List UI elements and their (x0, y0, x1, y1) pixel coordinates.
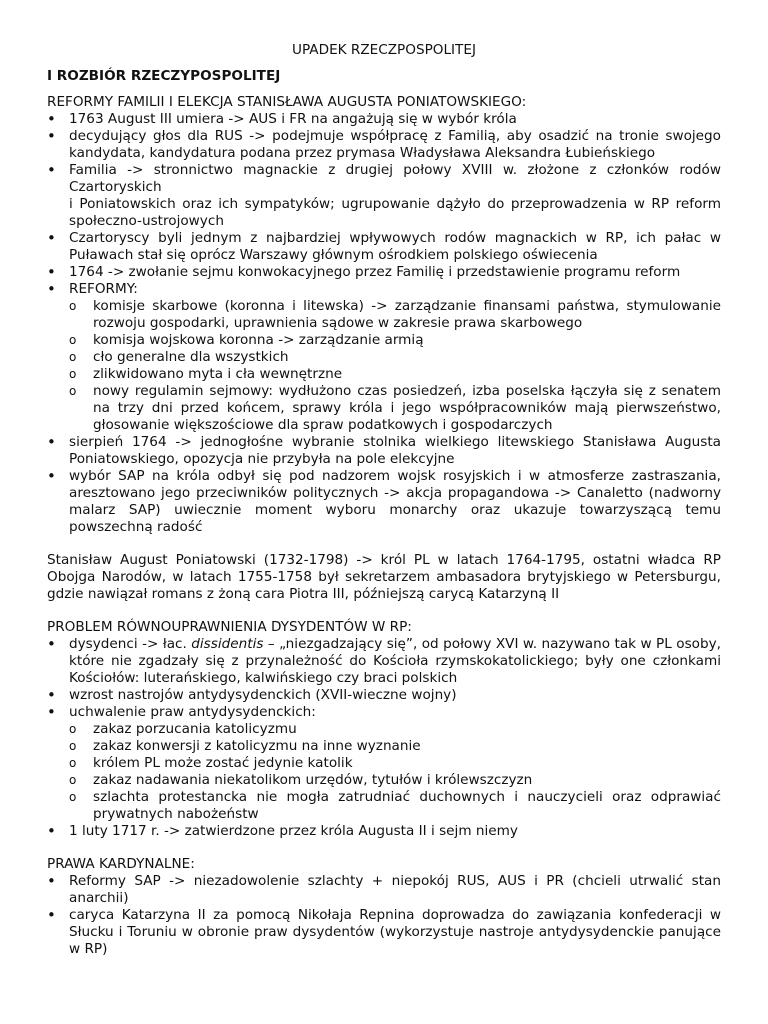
document-title: UPADEK RZECZPOSPOLITEJ (292, 42, 476, 58)
sublist-item: o zlikwidowano myta i cła wewnętrzne (69, 366, 721, 383)
section-reforms-title: REFORMY FAMILII I ELEKCJA STANISŁAWA AUGUSTA PONIATOWSKIEGO: (47, 94, 527, 110)
list-item: • decydujący głos dla RUS -> podejmuje współpracę z Familią, aby osadzić na tronie swojego kandydata, kandydatura podana przez prymasa Władysława Aleksandra Łubieńskiego (47, 128, 721, 162)
list-item-label: REFORMY: (69, 281, 138, 297)
list-item-line: • Familia -> stronnictwo magnackie z drugiej połowy XVIII w. złożone z członków rodów Czartoryskich (69, 162, 721, 195)
list-item: • 1763 August III umiera -> AUS i FR na angażują się w wybór króla (47, 111, 721, 128)
sublist-item: o szlachta protestancka nie mogła zatrudniać duchownych i nauczycieli oraz odprawiać prywatnych nabożeństw (69, 789, 721, 823)
list-item: • sierpień 1764 -> jednogłośne wybranie stolnika wielkiego litewskiego Stanisława Augusta Poniatowskiego, opozycja nie przybyła na pole elekcyjne (47, 434, 721, 468)
sublist-item: o zakaz nadawania niekatolikom urzędów, tytułów i królewszczyzn (69, 772, 721, 789)
sublist-item: o cło generalne dla wszystkich (69, 349, 721, 366)
list-item-line: i Poniatowskich oraz ich sympatyków; ugrupowanie dążyło do przeprowadzenia w RP reform społeczno-ustrojowych (69, 196, 721, 229)
anti-dissident-laws-sublist (69, 721, 721, 823)
cardinal-laws-list (47, 873, 721, 958)
main-heading: I ROZBIÓR RZECZYPOSPOLITEJ (47, 68, 281, 84)
text-part: – „niezgadzający się”, od połowy XVI w. nazywano tak w PL osoby, które nie zgadzały się z przynależność do Kościoła rzymskokatolickiego; były one członkami Kościołów: luterańskiego, kalwińskiego czy braci polskich (69, 636, 721, 686)
sublist-item: o zakaz konwersji z katolicyzmu na inne wyznanie (69, 738, 721, 755)
list-item: • Czartoryscy byli jednym z najbardziej wpływowych rodów magnackich w RP, ich pałac w Puławach stał się oprócz Warszawy głównym ośrodkiem polskiego oświecenia (47, 230, 721, 264)
dissidents-list (47, 636, 721, 840)
list-item: • Reformy SAP -> niezadowolenie szlachty + niepokój RUS, AUS i PR (chcieli utrwalić stan anarchii) (47, 873, 721, 907)
document-page (47, 42, 721, 958)
list-item (47, 162, 721, 230)
list-item (47, 281, 721, 434)
reforms-sublist (69, 298, 721, 434)
sublist-item: o zakaz porzucania katolicyzmu (69, 721, 721, 738)
list-item: • 1 luty 1717 r. -> zatwierdzone przez króla Augusta II i sejm niemy (47, 823, 721, 840)
sublist-item: o nowy regulamin sejmowy: wydłużono czas posiedzeń, izba poselska łączyła się z senatem na trzy dni przed końcem, sprawy króla i jego współpracowników mają pierwszeństwo, głosowanie większościowe dla spraw podatkowych i gospodarczych (69, 383, 721, 434)
list-item-label: uchwalenie praw antydysydenckich: (69, 704, 316, 720)
sublist-item: o królem PL może zostać jedynie katolik (69, 755, 721, 772)
reforms-list (47, 111, 721, 536)
section-cardinal-laws-title: PRAWA KARDYNALNE: (47, 856, 195, 872)
list-item: • wybór SAP na króla odbył się pod nadzorem wojsk rosyjskich i w atmosferze zastraszania, aresztowano jego przeciwników politycznych -> akcja propagandowa -> Canaletto (nadworny malarz SAP) uwiecznie moment wyboru monarchy oraz ukazuje towarzyszącą temu powszechną radość (47, 468, 721, 536)
list-item (47, 636, 721, 687)
list-item: • wzrost nastrojów antydysydenckich (XVII-wieczne wojny) (47, 687, 721, 704)
bio-paragraph: Stanisław August Poniatowski (1732-1798) -> król PL w latach 1764-1795, ostatni władca RP Obojga Narodów, w latach 1755-1758 był sekretarzem ambasadora brytyjskiego w Petersburgu, gdzie nawiązał romans z żoną cara Piotra III, późniejszą carycą Katarzyną II (47, 552, 721, 602)
list-item: • 1764 -> zwołanie sejmu konwokacyjnego przez Familię i przedstawienie programu reform (47, 264, 721, 281)
text-part: dysydenci -> łac. (69, 636, 192, 652)
sublist-item: o komisja wojskowa koronna -> zarządzanie armią (69, 332, 721, 349)
list-item (47, 704, 721, 823)
section-dissidents-title: PROBLEM RÓWNOUPRAWNIENIA DYSYDENTÓW W RP: (47, 619, 412, 635)
sublist-item: o komisje skarbowe (koronna i litewska) -> zarządzanie finansami państwa, stymulowanie rozwoju gospodarki, uprawnienia sądowe w zakresie prawa skarbowego (69, 298, 721, 332)
latin-term: dissidentis (191, 636, 264, 652)
list-item: • caryca Katarzyna II za pomocą Nikołaja Repnina doprowadza do zawiązania konfederacji w Słucku i Toruniu w obronie praw dysydentów (wykorzystuje nastroje antydysydenckie panujące w RP) (47, 907, 721, 958)
